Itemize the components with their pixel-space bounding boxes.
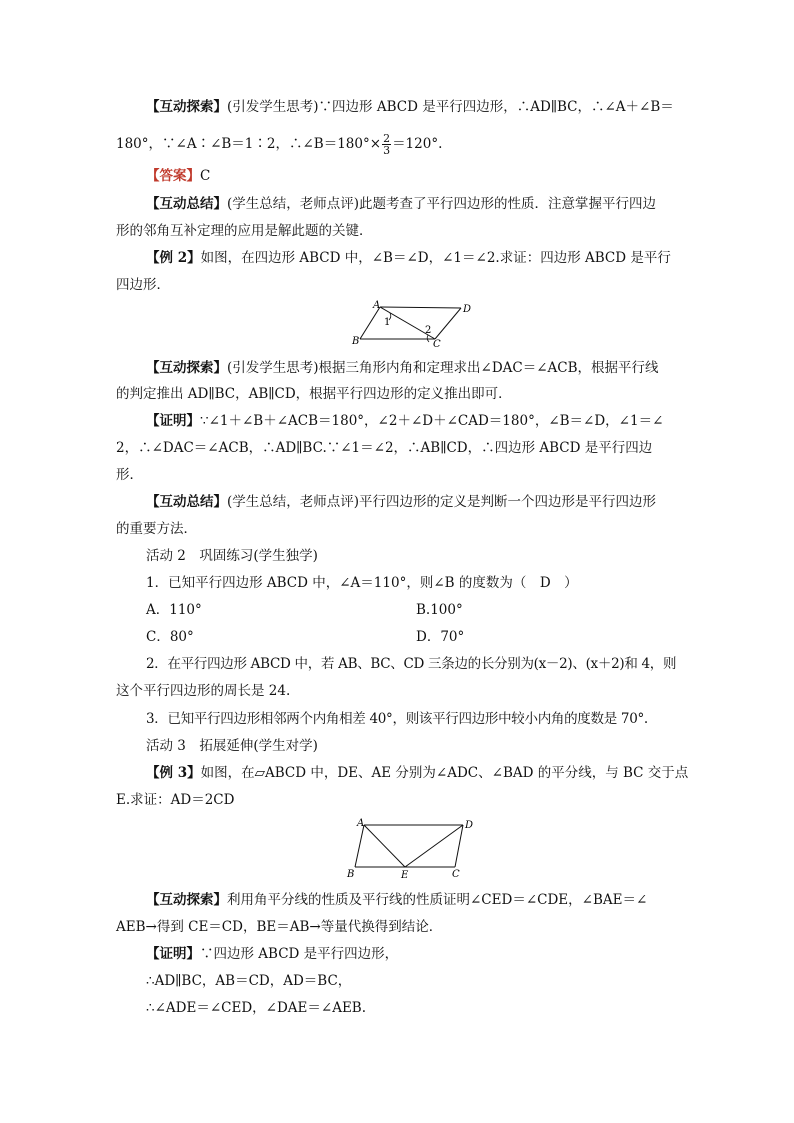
ex2-proof-line-3: 形． <box>116 467 143 483</box>
ex3-explore-text-1: 利用角平分线的性质及平行线的性质证明∠CED＝∠CDE，∠BAE＝∠ <box>227 892 648 908</box>
ex3-explore-line-1 <box>146 890 647 910</box>
ex2-label-D: D <box>463 304 472 315</box>
answer-label: 【答案】 <box>146 168 200 184</box>
q1-stem: 1．已知平行四边形 ABCD 中，∠A＝110°，则∠B 的度数为（ D ） <box>146 575 578 591</box>
ex3-text-1: 如图，在▱ABCD 中，DE、AE 分别为∠ADC、∠BAD 的平分线，与 BC 交于点 <box>200 765 689 781</box>
fraction-two-thirds <box>382 133 391 156</box>
ex3-label: 【例 3】 <box>146 765 201 781</box>
ex2-proof-line-2: 2，∴∠DAC＝∠ACB，∴AD∥BC.∵∠1＝∠2，∴AB∥CD，∴四边形 ABCD 是平行四边 <box>116 440 653 456</box>
ex3-label-B: B <box>347 869 355 880</box>
ex3-segment-AE <box>364 825 405 867</box>
ex3-proof-line-1 <box>146 944 398 964</box>
ex1-summary-label: 【互动总结】 <box>146 196 227 212</box>
ex2-line-1 <box>146 248 671 268</box>
ex3-proof-line-3: ∴∠ADE＝∠CED，∠DAE＝∠AEB. <box>146 1000 367 1016</box>
q2-line-1: 2．在平行四边形 ABCD 中，若 AB、BC、CD 三条边的长分别为(x－2)、(x＋2)和 4，则 <box>146 656 677 672</box>
ex3-line-2: E.求证：AD＝2CD <box>116 792 235 808</box>
activity-3-title: 活动 3 拓展延伸(学生对学) <box>146 738 318 754</box>
ex3-proof-label: 【证明】 <box>146 946 200 962</box>
ex2-label-A: A <box>373 300 381 311</box>
ex3-label-E: E <box>401 870 409 880</box>
ex3-proof-line-2: ∴AD∥BC，AB＝CD，AD＝BC， <box>146 973 352 989</box>
q2-line-2: 这个平行四边形的周长是 24. <box>116 683 291 699</box>
ex2-label-1: 1 <box>384 317 391 328</box>
ex2-explore-label: 【互动探索】 <box>146 360 227 376</box>
ex3-side-AB <box>355 825 364 867</box>
q1-option-d: D．70° <box>416 629 465 645</box>
ex2-explore-text-1: (引发学生思考)根据三角形内角和定理求出∠DAC＝∠ACB，根据平行线 <box>227 360 659 376</box>
ex2-summary-line-1 <box>146 492 656 512</box>
ex3-parallelogram-figure <box>345 815 480 880</box>
q1-option-c: C．80° <box>146 629 194 645</box>
fraction-numerator: 2 <box>383 132 391 145</box>
q1-option-b: B.100° <box>416 602 463 618</box>
ex2-summary-label: 【互动总结】 <box>146 494 227 510</box>
fraction-denominator: 3 <box>383 144 391 157</box>
ex1-explore-line-1 <box>146 97 674 117</box>
ex2-summary-text-1: (学生总结，老师点评)平行四边形的定义是判断一个四边形是平行四边形 <box>227 494 657 510</box>
ex3-proof-text-1: ∵四边形 ABCD 是平行四边形， <box>200 946 399 962</box>
ex2-explore-line-1 <box>146 358 659 378</box>
ex2-parallelogram-figure <box>340 298 480 348</box>
ex2-line-2: 四边形． <box>116 277 170 293</box>
ex1-explore-label: 【互动探索】 <box>146 99 227 115</box>
ex1-answer <box>146 166 210 186</box>
q1-option-a: A．110° <box>146 602 202 618</box>
ex3-label-D: D <box>465 820 474 831</box>
ex2-text-1: 如图，在四边形 ABCD 中，∠B＝∠D，∠1＝∠2.求证：四边形 ABCD 是平行 <box>200 250 671 266</box>
ex3-line-1 <box>146 763 688 783</box>
ex2-proof-line-1 <box>146 411 663 431</box>
ex1-explore-text-1: (引发学生思考)∵四边形 ABCD 是平行四边形，∴AD∥BC，∴∠A＋∠B＝ <box>227 99 674 115</box>
activity-2-title: 活动 2 巩固练习(学生独学) <box>146 548 318 564</box>
ex2-proof-label: 【证明】 <box>146 413 200 429</box>
ex1-explore-text-2a: 180°，∵∠A∶∠B＝1∶2，∴∠B＝180°× <box>116 136 382 152</box>
ex3-side-CD <box>455 825 463 867</box>
ex2-label-2: 2 <box>425 325 432 336</box>
ex1-summary-line-2: 形的邻角互补定理的应用是解此题的关键． <box>116 223 373 239</box>
ex3-explore-line-2: AEB→得到 CE＝CD，BE＝AB→等量代换得到结论． <box>116 919 443 935</box>
ex2-side-CD <box>435 308 461 339</box>
ex3-segment-DE <box>405 825 463 867</box>
answer-value: C <box>200 168 211 184</box>
ex2-side-AD <box>380 307 461 308</box>
ex3-label-C: C <box>452 869 460 880</box>
ex1-summary-line-1 <box>146 194 656 214</box>
ex2-explore-line-2: 的判定推出 AD∥BC，AB∥CD，根据平行四边形的定义推出即可． <box>116 386 512 402</box>
ex2-label: 【例 2】 <box>146 250 201 266</box>
q3-line-1: 3．已知平行四边形相邻两个内角相差 40°，则该平行四边形中较小内角的度数是 70°. <box>146 711 648 727</box>
ex2-side-AB <box>360 307 380 339</box>
ex1-summary-text-1: (学生总结，老师点评)此题考查了平行四边形的性质．注意掌握平行四边 <box>227 196 657 212</box>
ex2-label-B: B <box>352 336 360 347</box>
ex2-summary-line-2: 的重要方法． <box>116 521 197 537</box>
ex3-label-A: A <box>357 818 365 829</box>
ex2-proof-text-1: ∵∠1＋∠B＋∠ACB＝180°，∠2＋∠D＋∠CAD＝180°，∠B＝∠D，∠1＝∠ <box>200 413 664 429</box>
ex3-explore-label: 【互动探索】 <box>146 892 227 908</box>
ex1-explore-line-2 <box>116 131 442 157</box>
ex2-label-C: C <box>433 339 441 348</box>
ex1-explore-text-2b: ＝120°. <box>392 136 443 152</box>
